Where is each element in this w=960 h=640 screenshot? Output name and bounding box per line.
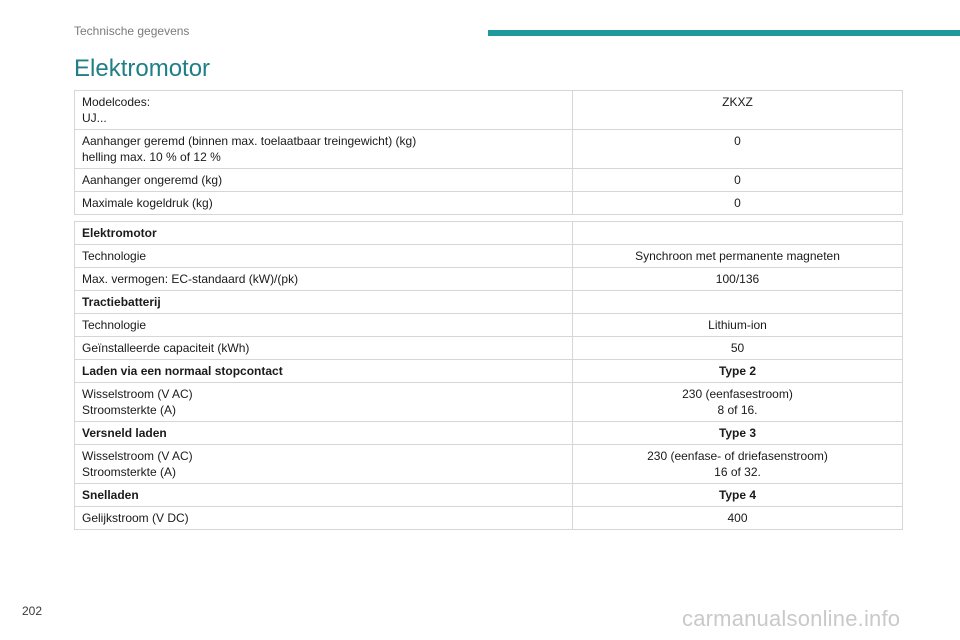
table-cell-label: [75, 484, 573, 507]
table-cell-value: [573, 291, 903, 314]
table-cell-value: [573, 445, 903, 484]
table-cell-value: [573, 360, 903, 383]
watermark-text: carmanualsonline.info: [682, 606, 901, 631]
table-cell-value: [573, 507, 903, 530]
page-title: Elektromotor: [74, 55, 211, 82]
cell-line: Stroomsterkte (A): [82, 403, 177, 417]
cell-line: 0: [734, 196, 741, 210]
cell-line: Synchroon met permanente magneten: [635, 249, 840, 263]
cell-line: 0: [734, 134, 741, 148]
table-cell-label: [75, 222, 573, 245]
cell-line: 100/136: [715, 272, 760, 286]
table-row: [75, 130, 903, 169]
table-cell-label: [75, 130, 573, 169]
cell-line: 230 (eenfasestroom): [682, 387, 793, 401]
table-row: [75, 383, 903, 422]
table-cell-label: [75, 314, 573, 337]
table-cell-label: [75, 507, 573, 530]
cell-line: Wisselstroom (V AC): [82, 449, 193, 463]
electric-spec-table: [74, 221, 903, 530]
table-cell-label: [75, 169, 573, 192]
towing-spec-table: [74, 90, 903, 215]
cell-line: Aanhanger ongeremd (kg): [82, 173, 223, 187]
table-cell-value: [573, 268, 903, 291]
table-cell-label: [75, 291, 573, 314]
cell-line: Maximale kogeldruk (kg): [82, 196, 213, 210]
cell-line: 400: [727, 511, 748, 525]
cell-line: 0: [734, 173, 741, 187]
cell-line: Gelijkstroom (V DC): [82, 511, 189, 525]
cell-line: 16 of 32.: [714, 465, 761, 479]
table-cell-value: [573, 91, 903, 130]
header-accent-bar: [488, 30, 960, 36]
cell-line: Snelladen: [82, 488, 139, 502]
cell-line: UJ...: [82, 111, 107, 125]
table-cell-label: [75, 268, 573, 291]
cell-line: Aanhanger geremd (binnen max. toelaatbaar treingewicht) (kg): [82, 134, 417, 148]
table-cell-value: [573, 383, 903, 422]
table-row: [75, 268, 903, 291]
table-row: [75, 169, 903, 192]
page-number: 202: [22, 604, 43, 618]
table-cell-label: [75, 192, 573, 215]
table-cell-label: [75, 245, 573, 268]
table-row: [75, 360, 903, 383]
cell-line: Wisselstroom (V AC): [82, 387, 193, 401]
cell-line: Modelcodes:: [82, 95, 151, 109]
table-row: [75, 445, 903, 484]
cell-line: ZKXZ: [722, 95, 753, 109]
table-row: [75, 484, 903, 507]
table-cell-label: [75, 383, 573, 422]
table-row: [75, 91, 903, 130]
table-cell-value: [573, 245, 903, 268]
cell-line: Versneld laden: [82, 426, 167, 440]
table-row: [75, 337, 903, 360]
cell-line: 50: [730, 341, 745, 355]
cell-line: 8 of 16.: [717, 403, 758, 417]
table-cell-value: [573, 422, 903, 445]
cell-line: Geïnstalleerde capaciteit (kWh): [82, 341, 250, 355]
table-row: [75, 422, 903, 445]
cell-line: Type 2: [718, 364, 757, 378]
cell-line: Technologie: [82, 249, 147, 263]
table-cell-value: [573, 337, 903, 360]
table-row: [75, 291, 903, 314]
table-cell-value: [573, 130, 903, 169]
table-cell-label: [75, 91, 573, 130]
cell-line: 230 (eenfase- of driefasenstroom): [647, 449, 828, 463]
cell-line: Lithium-ion: [708, 318, 767, 332]
cell-line: Tractiebatterij: [82, 295, 161, 309]
table-cell-label: [75, 445, 573, 484]
table-row: [75, 192, 903, 215]
table-cell-value: [573, 222, 903, 245]
cell-line: Stroomsterkte (A): [82, 465, 177, 479]
table-row: [75, 222, 903, 245]
section-label: Technische gegevens: [74, 24, 190, 38]
table-cell-label: [75, 360, 573, 383]
table-row: [75, 314, 903, 337]
table-cell-value: [573, 484, 903, 507]
cell-line: Technologie: [82, 318, 147, 332]
table-row: [75, 507, 903, 530]
table-cell-value: [573, 169, 903, 192]
table-row: [75, 245, 903, 268]
cell-line: Type 4: [718, 488, 757, 502]
table-cell-label: [75, 337, 573, 360]
table-cell-value: [573, 192, 903, 215]
cell-line: Elektromotor: [82, 226, 157, 240]
table-cell-value: [573, 314, 903, 337]
cell-line: Laden via een normaal stopcontact: [82, 364, 283, 378]
cell-line: Max. vermogen: EC-standaard (kW)/(pk): [82, 272, 299, 286]
table-cell-label: [75, 422, 573, 445]
cell-line: helling max. 10 % of 12 %: [82, 150, 221, 164]
cell-line: Type 3: [718, 426, 757, 440]
